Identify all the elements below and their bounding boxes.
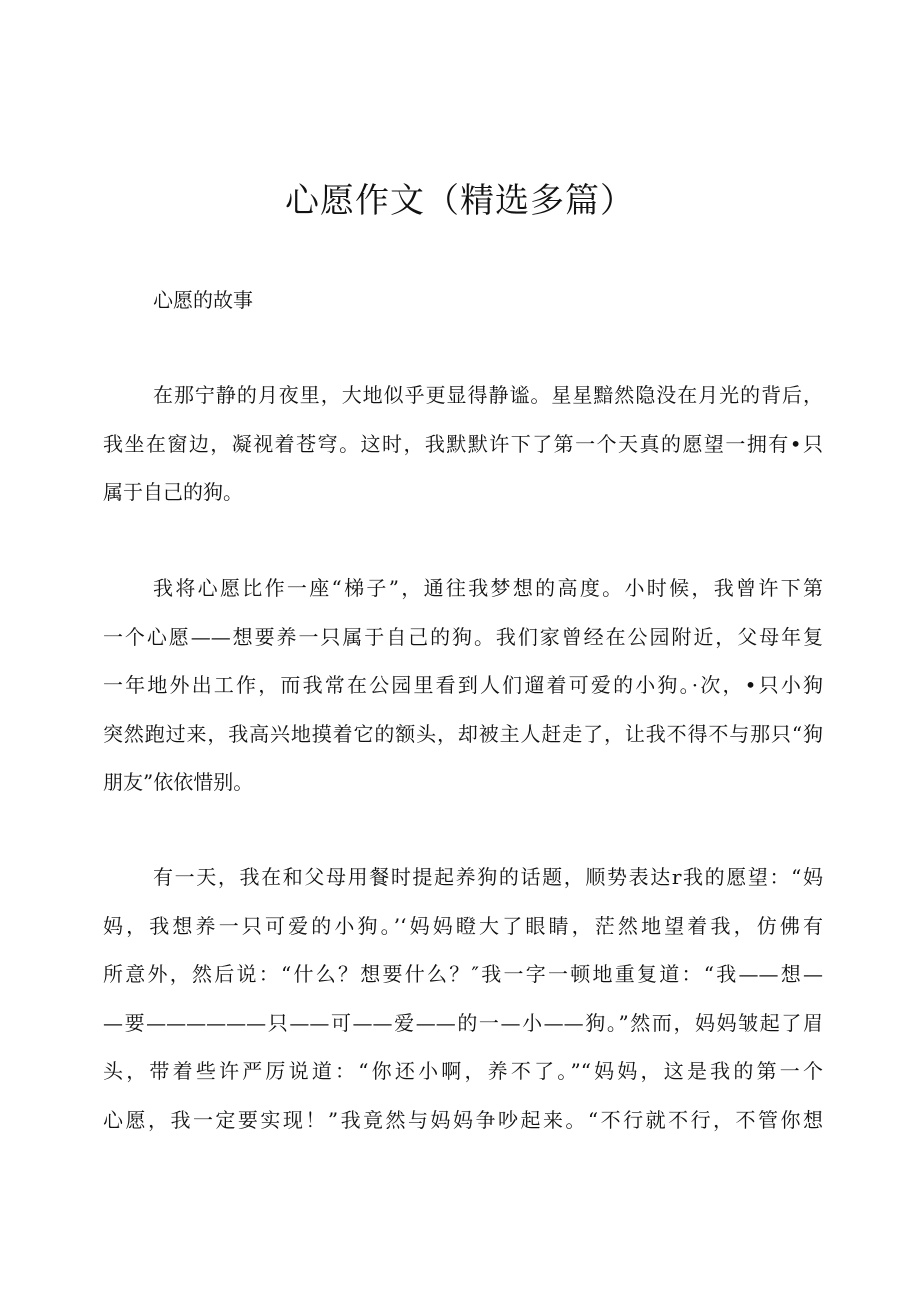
paragraph-line: —要——————只——可——爱——的一—小——狗。”然而，妈妈皱起了眉	[103, 1010, 823, 1035]
paragraph-line: 属于自己的狗。	[103, 480, 243, 505]
paragraph-line: 有一天，我在和父母用餐时提起养狗的话题，顺势表达r我的愿望：“妈	[153, 865, 823, 889]
paragraph-line: 一年地外出工作，而我常在公园里看到人们遛着可爱的小狗。·次，•只小狗	[103, 673, 823, 698]
paragraph-line: 心愿，我一定要实现！”我竟然与妈妈争吵起来。“不行就不行，不管你想	[103, 1107, 823, 1132]
paragraph-line: 朋友”依依惜别。	[103, 770, 254, 795]
paragraph-3	[103, 853, 823, 1145]
paragraph-line: 一个心愿——想要养一只属于自己的狗。我们家曾经在公园附近，父母年复	[103, 624, 823, 649]
paragraph-line: 突然跑过来，我高兴地摸着它的额头，却被主人赶走了，让我不得不与那只“狗	[103, 721, 823, 746]
document-title: 心愿作文（精选多篇）	[285, 181, 635, 221]
paragraph-line: 妈，我想养一只可爱的小狗。’‘妈妈瞪大了眼睛，茫然地望着我，仿佛有	[103, 913, 823, 938]
section-heading: 心愿的故事	[153, 288, 253, 312]
paragraph-2	[103, 564, 823, 807]
paragraph-1	[103, 371, 823, 517]
paragraph-line: 我坐在窗边，凝视着苍穹。这时，我默默许下了第一个天真的愿望一拥有•只	[103, 431, 823, 456]
paragraph-line: 头，带着些许严厉说道：“你还小啊，养不了。”“妈妈，这是我的第一个	[103, 1059, 823, 1084]
paragraph-line: 我将心愿比作一座“梯子”，通往我梦想的高度。小时候，我曾许下第	[153, 576, 823, 600]
paragraph-line: 所意外，然后说：“什么？想要什么？″我一字一顿地重复道：“我——想—	[103, 962, 823, 987]
paragraph-line: 在那宁静的月夜里，大地似乎更显得静谧。星星黯然隐没在月光的背后，	[153, 383, 823, 407]
